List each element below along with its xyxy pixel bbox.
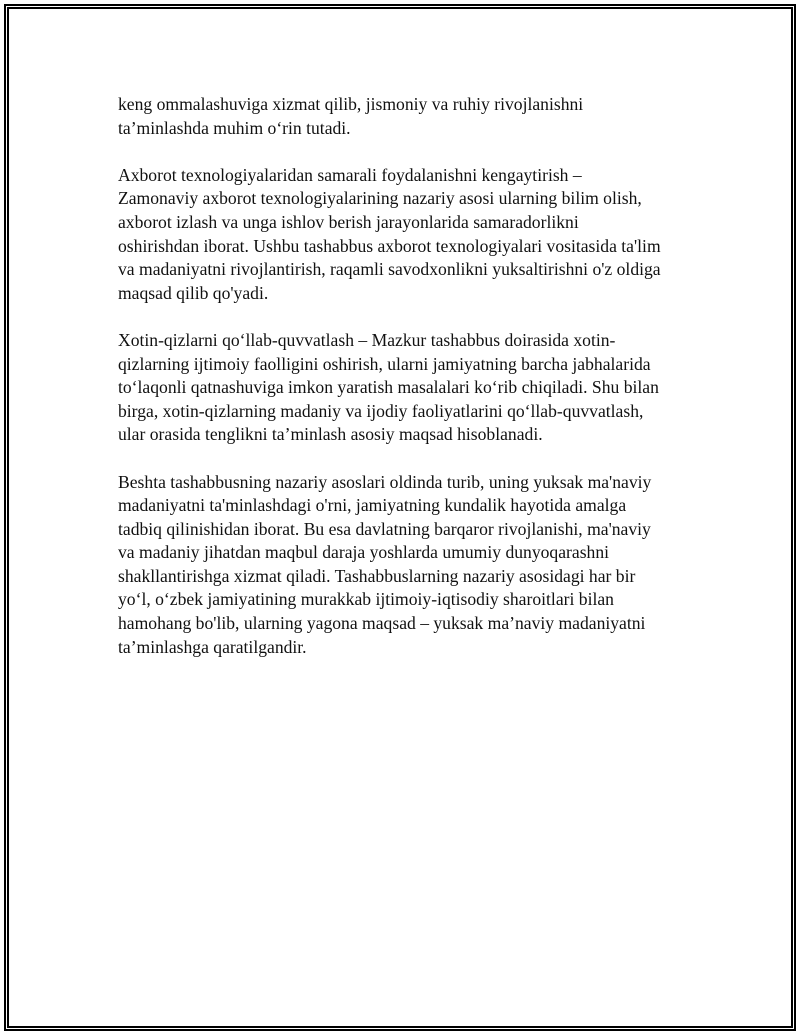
text-line: ular orasida tenglikni ta’minlash asosiy maqsad hisoblanadi. xyxy=(118,424,543,445)
text-line: va madaniy jihatdan maqbul daraja yoshlarda umumiy dunyoqarashni xyxy=(118,542,610,563)
paragraph-3 xyxy=(118,329,708,447)
text-line: qizlarning ijtimoiy faolligini oshirish, ularni jamiyatning barcha jabhalarida xyxy=(118,353,651,374)
text-line: axborot izlash va unga ishlov berish jarayonlarida samaradorlikni xyxy=(118,211,579,232)
text-line: ta’minlashda muhim o‘rin tutadi. xyxy=(118,117,351,138)
text-line: ta’minlashga qaratilgandir. xyxy=(118,636,307,657)
text-line: hamohang bo'lib, ularning yagona maqsad – yuksak ma’naviy madaniyatni xyxy=(118,613,646,634)
text-line: Beshta tashabbusning nazariy asoslari oldinda turib, uning yuksak ma'naviy xyxy=(118,471,652,492)
text-line: maqsad qilib qo'yadi. xyxy=(118,282,269,303)
text-line: birga, xotin-qizlarning madaniy va ijodiy faoliyatlarini qo‘llab-quvvatlash, xyxy=(118,400,644,421)
text-line: to‘laqonli qatnashuviga imkon yaratish masalalari ko‘rib chiqiladi. Shu bilan xyxy=(118,377,659,398)
paragraph-1 xyxy=(118,93,708,140)
paragraph-2 xyxy=(118,164,708,306)
text-line: keng ommalashuviga xizmat qilib, jismoniy va ruhiy rivojlanishni xyxy=(118,94,584,114)
text-line: va madaniyatni rivojlantirish, raqamli savodxonlikni yuksaltirishni o'z oldiga xyxy=(118,259,661,280)
text-line: madaniyatni ta'minlashdagi o'rni, jamiyatning kundalik hayotida amalga xyxy=(118,495,627,516)
text-line: oshirishdan iborat. Ushbu tashabbus axborot texnologiyalari vositasida ta'lim xyxy=(118,235,661,256)
document-body xyxy=(118,93,708,683)
paragraph-4 xyxy=(118,471,708,660)
text-line: Axborot texnologiyalaridan samarali foydalanishni kengaytirish – xyxy=(118,164,582,185)
text-line: shakllantirishga xizmat qiladi. Tashabbuslarning nazariy asosidagi har bir xyxy=(118,565,636,586)
text-line: Zamonaviy axborot texnologiyalarining nazariy asosi ularning bilim olish, xyxy=(118,188,642,209)
text-line: Xotin-qizlarni qo‘llab-quvvatlash – Mazkur tashabbus doirasida xotin- xyxy=(118,329,616,350)
text-line: tadbiq qilinishidan iborat. Bu esa davlatning barqaror rivojlanishi, ma'naviy xyxy=(118,518,651,539)
text-line: yo‘l, o‘zbek jamiyatining murakkab ijtimoiy-iqtisodiy sharoitlari bilan xyxy=(118,589,614,610)
